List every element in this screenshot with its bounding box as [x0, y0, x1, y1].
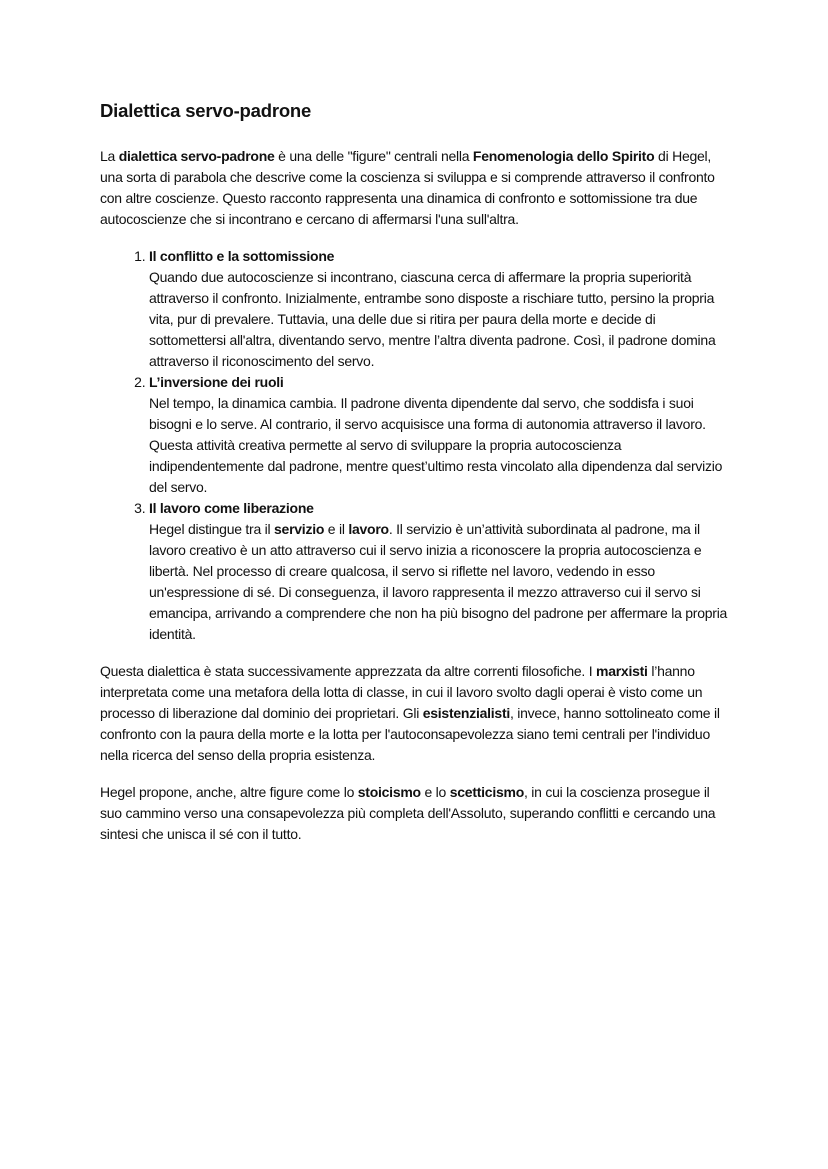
document-title: Dialettica servo-padrone	[100, 100, 312, 121]
list-item-body	[149, 393, 728, 498]
list-item-body	[149, 267, 728, 372]
text-run: e lo	[420, 784, 450, 800]
text-run: . Il servizio è un’attività subordinata al padrone, ma il lavoro creativo è un atto attraverso cui il servo inizia a riconoscere la propria autocoscienza e libertà. Nel processo di creare qualcosa, il servo si riflette nel lavoro, vedendo in esso un'espressione di sé. Di conseguenza, il lavoro rappresenta il mezzo attraverso cui il servo si emancipa, arrivando a comprendere che non ha più bisogno del padrone per affermare la propria identità.	[149, 521, 728, 642]
text-run: Quando due autocoscienze si incontrano, ciascuna cerca di affermare la propria superiorità attraverso il confronto. Inizialmente, entrambe sono disposte a rischiare tutto, persino la propria vita, pur di prevalere. Tuttavia, una delle due si ritira per paura della morte e decide di sottomettersi all'altra, diventando servo, mentre l’altra diventa padrone. Così, il padrone domina attraverso il riconoscimento del servo.	[149, 269, 716, 369]
numbered-list	[100, 246, 728, 645]
other-figures-paragraph	[100, 782, 728, 845]
intro-paragraph	[100, 146, 728, 230]
list-item-work-liberation	[149, 498, 728, 645]
text-run: e il	[324, 521, 349, 537]
text-run: Hegel propone, anche, altre figure come lo	[100, 784, 358, 800]
reception-paragraph	[100, 661, 728, 766]
text-run: , invece, hanno sottolineato come il confronto con la paura della morte e la lotta per l'autoconsapevolezza siano temi centrali per l'individuo nella ricerca del senso della propria esistenza.	[100, 705, 720, 763]
text-run: l’hanno interpretata come una metafora della lotta di classe, in cui il lavoro svolto dagli operai è visto come un processo di liberazione dal dominio dei proprietari. Gli	[100, 663, 703, 721]
bold-term: marxisti	[596, 663, 648, 679]
list-item-conflict	[149, 246, 728, 372]
text-run: è una delle "figure" centrali nella	[274, 148, 473, 164]
bold-term: scetticismo	[449, 784, 525, 800]
text-run: La	[100, 148, 119, 164]
text-run: Questa dialettica è stata successivamente apprezzata da altre correnti filosofiche. I	[100, 663, 596, 679]
list-item-title: 1. Il conflitto e la sottomissione	[149, 248, 335, 264]
list-item-body	[149, 519, 728, 645]
text-run: , in cui la coscienza prosegue il suo cammino verso una consapevolezza più completa dell'Assoluto, superando conflitti e cercando una sintesi che unisca il sé con il tutto.	[100, 784, 716, 842]
bold-term: stoicismo	[357, 784, 421, 800]
bold-term: servizio	[274, 521, 325, 537]
text-run: di Hegel, una sorta di parabola che descrive come la coscienza si sviluppa e si comprende attraverso il confronto con altre coscienze. Questo racconto rappresenta una dinamica di confronto e sottomissione tra due autocoscienze che si incontrano e cercano di affermarsi l'una sull'altra.	[100, 148, 715, 227]
bold-term: lavoro	[348, 521, 389, 537]
text-run: Hegel distingue tra il	[149, 521, 274, 537]
document-page	[100, 98, 728, 861]
text-run: Nel tempo, la dinamica cambia. Il padrone diventa dipendente dal servo, che soddisfa i suoi bisogni e lo serve. Al contrario, il servo acquisisce una forma di autonomia attraverso il lavoro. Questa attività creativa permette al servo di sviluppare la propria autocoscienza indipendentemente dal padrone, mentre quest’ultimo resta vincolato alla dipendenza dal servizio del servo.	[149, 395, 723, 495]
list-item-title: 2. L’inversione dei ruoli	[149, 374, 284, 390]
bold-term: esistenzialisti	[422, 705, 510, 721]
bold-term: Fenomenologia dello Spirito	[472, 148, 655, 164]
bold-term: dialettica servo-padrone	[118, 148, 275, 164]
list-item-title: 3. Il lavoro come liberazione	[149, 500, 314, 516]
list-item-role-inversion	[149, 372, 728, 498]
